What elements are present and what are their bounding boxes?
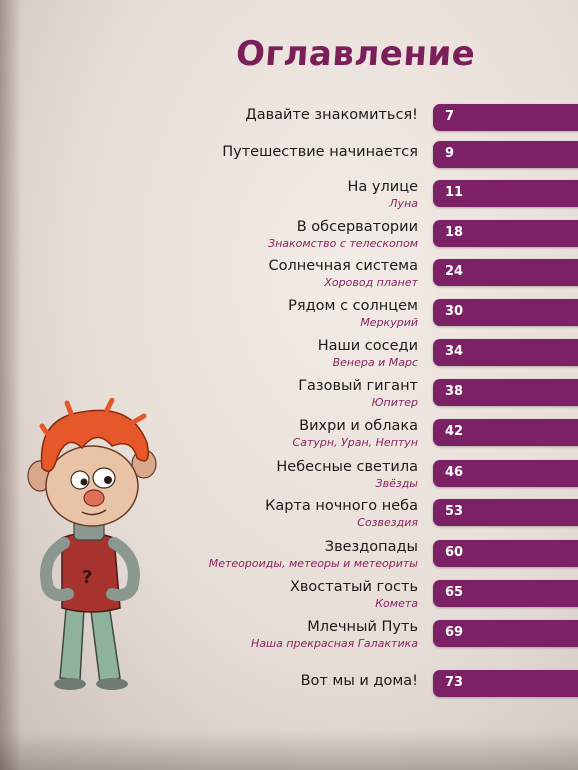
toc-entry-title: Путешествие начинается (222, 144, 418, 160)
page-number: 38 (445, 384, 464, 399)
page-number: 53 (445, 504, 464, 519)
toc-entry-subtitle: Метеороиды, метеоры и метеориты (208, 557, 418, 570)
toc-entry-subtitle: Созвездия (357, 516, 418, 529)
svg-text:?: ? (82, 567, 93, 588)
page-number-tab (433, 620, 578, 647)
toc-entry-subtitle: Хоровод планет (324, 276, 418, 289)
page-bottom-shadow (0, 730, 578, 770)
page-number-tab (433, 180, 578, 207)
toc-entry-title: Небесные светила (276, 459, 418, 475)
page-number-tab (433, 299, 578, 326)
toc-entry (251, 618, 418, 651)
toc-entry (348, 178, 418, 211)
page-number-tab (433, 670, 578, 697)
toc-entry-title: Солнечная система (268, 258, 418, 274)
toc-entry-title: Рядом с солнцем (288, 298, 418, 314)
toc-entry-title: Млечный Путь (307, 619, 418, 635)
toc-entry (298, 377, 418, 410)
page-number-tab (433, 141, 578, 168)
page-number: 24 (445, 264, 464, 279)
page-number-tab (433, 419, 578, 446)
page-number-tab (433, 379, 578, 406)
page-number-tab (433, 104, 578, 131)
page-number: 30 (445, 304, 464, 319)
toc-entry (293, 417, 418, 450)
toc-entry (209, 538, 418, 571)
toc-entry-subtitle: Меркурий (360, 316, 418, 329)
page-number: 46 (445, 465, 464, 480)
cartoon-boy-illustration (12, 398, 172, 698)
page-number-tab (433, 339, 578, 366)
toc-entry-title: Вот мы и дома! (300, 673, 418, 689)
toc-entry-title: Газовый гигант (298, 378, 418, 394)
toc-entry-title: В обсерватории (296, 219, 418, 235)
toc-entry-subtitle: Сатурн, Уран, Нептун (292, 436, 418, 449)
page-number-tab (433, 220, 578, 247)
toc-entry-subtitle: Луна (389, 197, 418, 210)
toc-entry-subtitle: Венера и Марс (332, 356, 418, 369)
page-number: 65 (445, 585, 464, 600)
toc-entry (290, 578, 418, 611)
toc-entry-subtitle: Знакомство с телескопом (268, 237, 418, 250)
toc-entry-title: На улице (347, 179, 418, 195)
page-number: 18 (445, 225, 464, 240)
page-number: 60 (445, 545, 464, 560)
toc-entry-subtitle: Наша прекрасная Галактика (251, 637, 418, 650)
toc-entry (318, 337, 418, 370)
page-number-tab (433, 540, 578, 567)
toc-entry-title: Наши соседи (317, 338, 418, 354)
toc-entry-title: Карта ночного неба (265, 498, 418, 514)
toc-entry-subtitle: Комета (375, 597, 418, 610)
page-number: 7 (445, 109, 455, 124)
toc-entry-title: Хвостатый гость (289, 579, 418, 595)
page-number-tab (433, 580, 578, 607)
page-number: 11 (445, 185, 464, 200)
toc-entry (222, 143, 418, 161)
toc-entry (301, 672, 418, 690)
toc-entry (269, 257, 419, 290)
toc-entry-title: Вихри и облака (299, 418, 418, 434)
toc-entry (276, 458, 418, 491)
toc-entry (245, 106, 418, 124)
toc-entry-title: Давайте знакомиться! (245, 107, 418, 123)
page-number: 42 (445, 424, 464, 439)
page-number: 34 (445, 344, 464, 359)
toc-entry-subtitle: Звёзды (375, 477, 418, 490)
page-number: 9 (445, 146, 455, 161)
page-number-tab (433, 259, 578, 286)
toc-entry (288, 297, 418, 330)
page-number-tab (433, 499, 578, 526)
toc-entry (265, 497, 418, 530)
toc-entry (268, 218, 418, 251)
page-number: 69 (445, 625, 464, 640)
page-number-tab (433, 460, 578, 487)
page-number: 73 (445, 675, 464, 690)
toc-entry-subtitle: Юпитер (371, 396, 418, 409)
page-title: Оглавление (234, 34, 477, 74)
toc-entry-title: Звездопады (324, 539, 418, 555)
